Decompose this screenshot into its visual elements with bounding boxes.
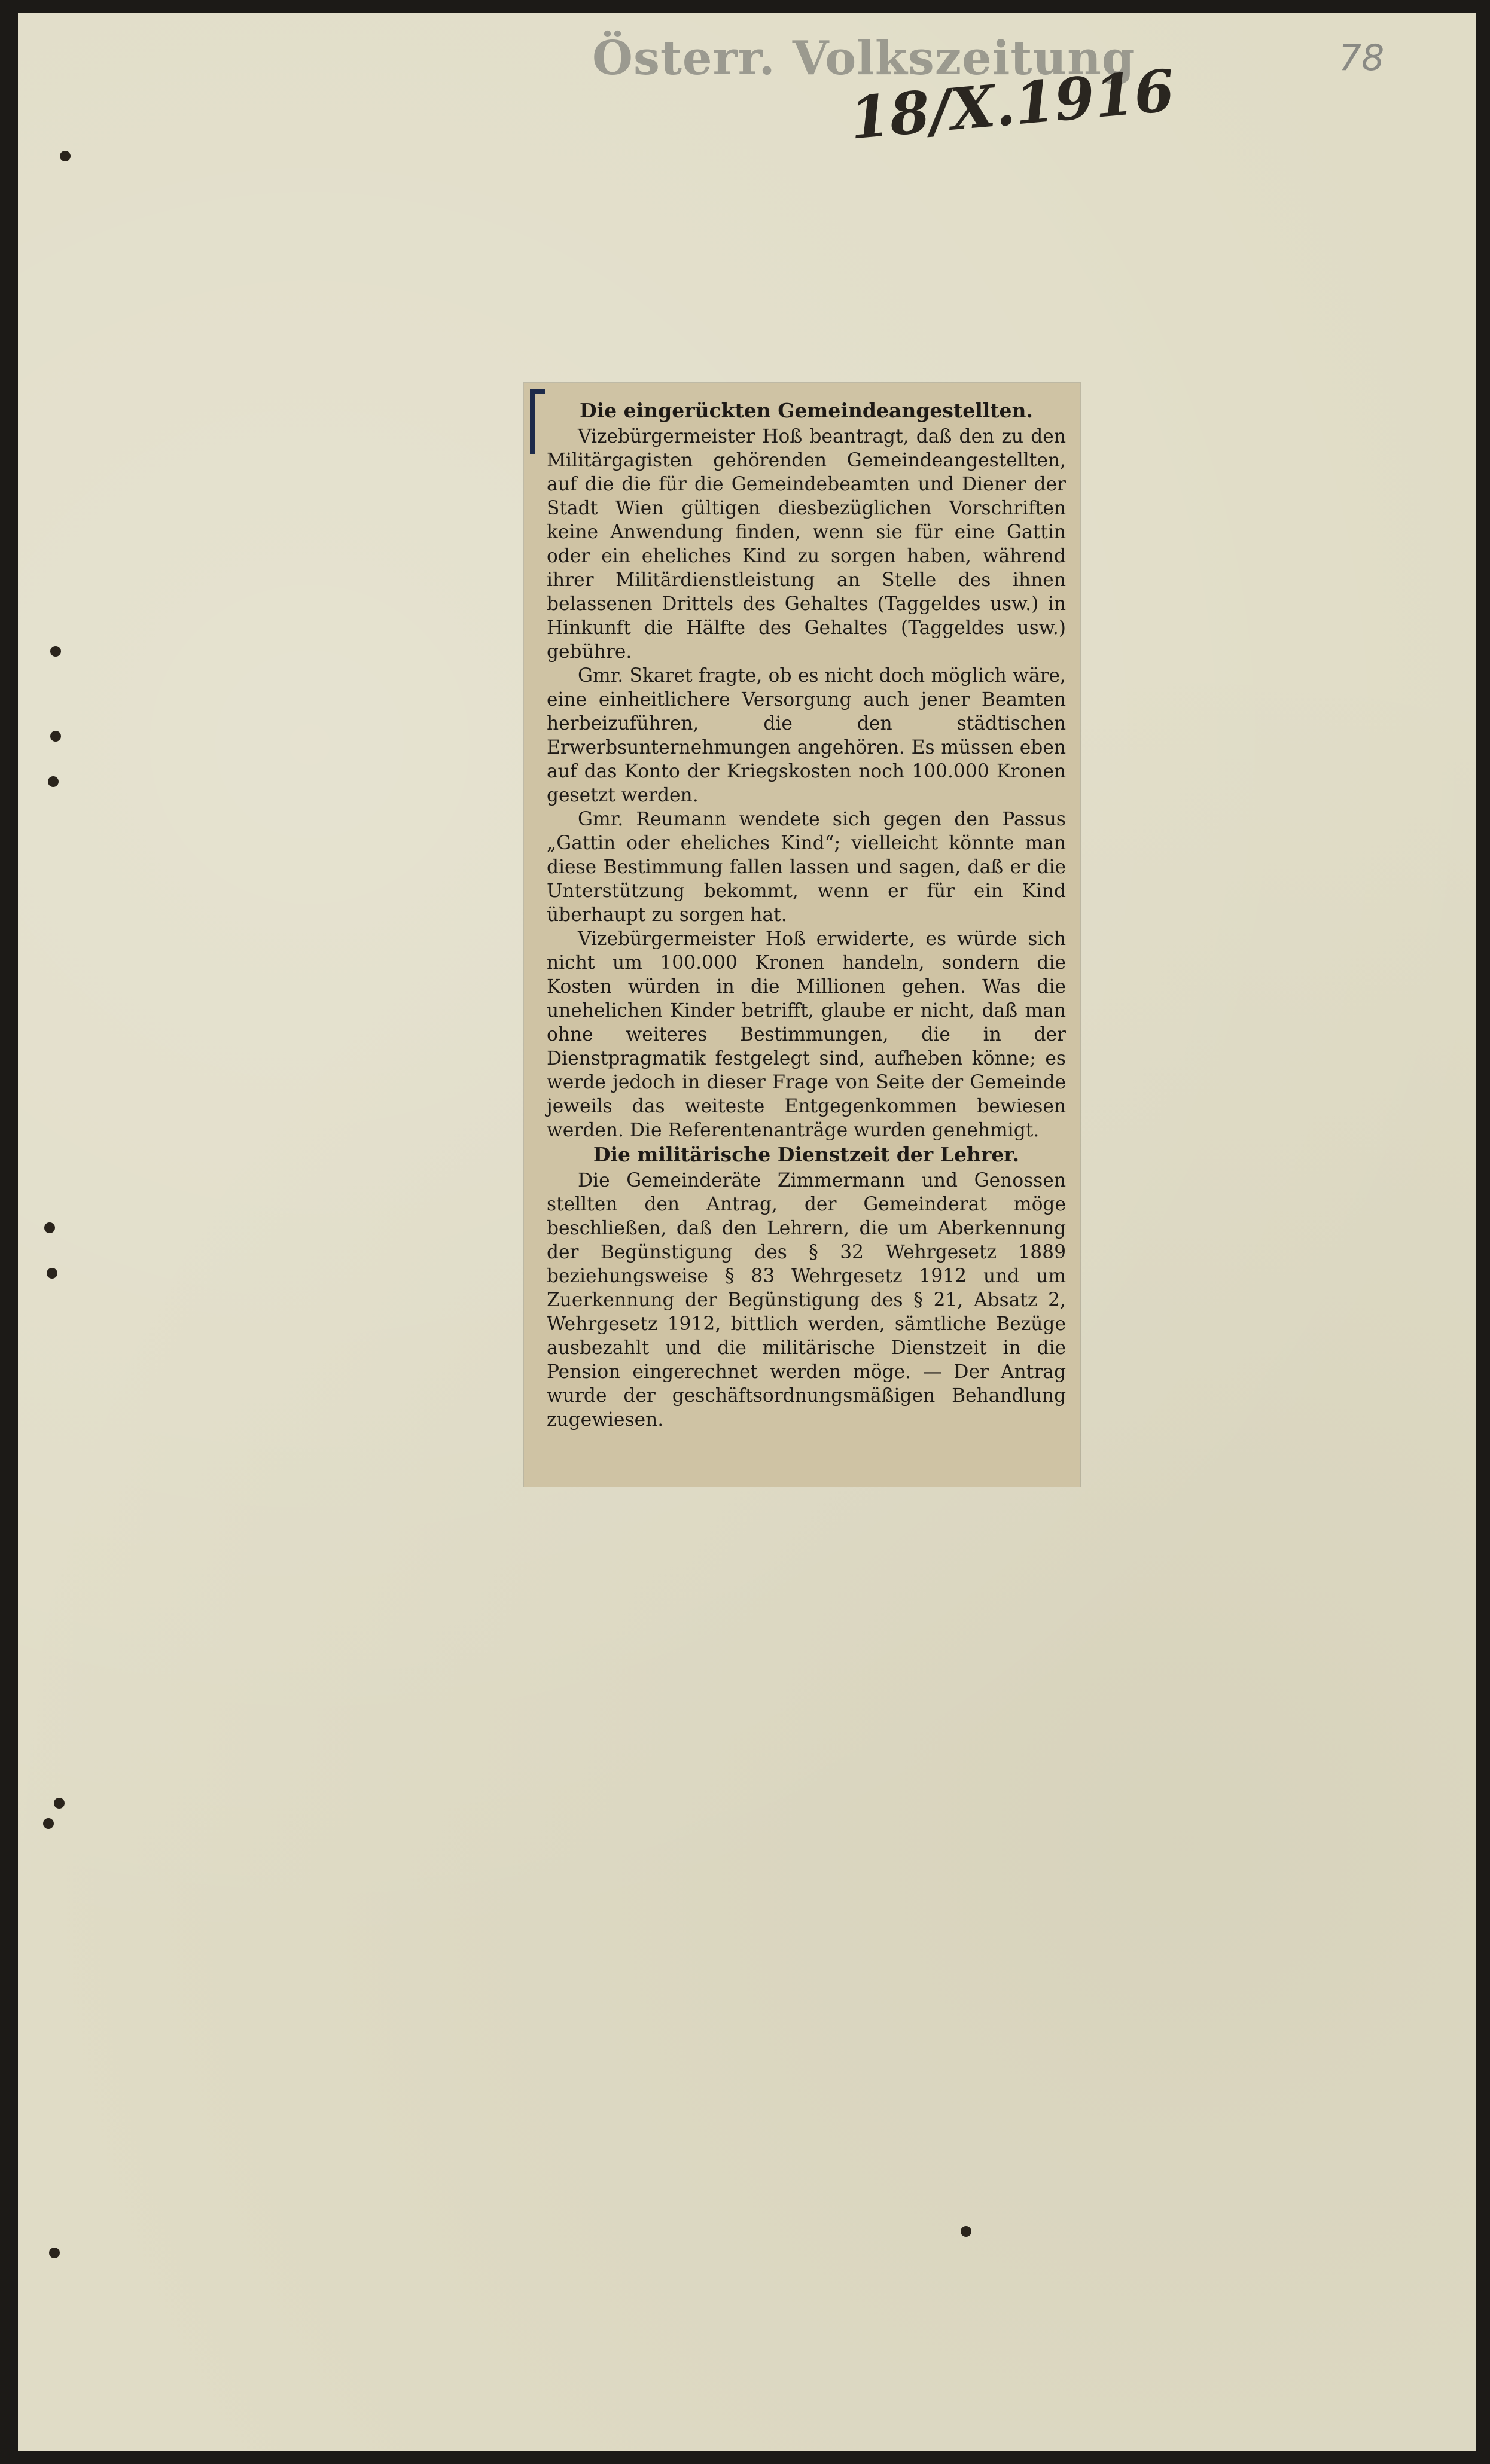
binding-hole [54, 1798, 65, 1809]
binding-hole [50, 646, 61, 657]
paragraph: Die Gemeinderäte Zimmermann und Genossen stellten den Antrag, der Gemeinderat möge beschließen, daß den Lehrern, die um Aberkennung der Begünstigung des § 32 Wehrgesetz 1889 beziehungsweise § 83 Wehrgesetz 1912 und um Zuerkennung der Begünstigung des § 21, Absatz 2, Wehrgesetz 1912, bittlich werden, sämtliche Bezüge ausbezahlt und die militärische Dienstzeit in die Pension eingerechnet werden möge. — Der Antrag wurde der geschäftsordnungsmäßigen Behandlung zugewiesen. [547, 1170, 1066, 1431]
section-heading: Die militärische Dienstzeit der Lehrer. [593, 1143, 1020, 1166]
binding-hole [961, 2226, 971, 2237]
paragraph: Gmr. Reumann wendete sich gegen den Passus „Gattin oder eheliches Kind“; vielleicht könnte man diese Bestimmung fallen lassen und sagen, daß er die Unterstützung bekommt, wenn er für ein Kind überhaupt zu sorgen hat. [547, 809, 1066, 926]
paragraph: Vizebürgermeister Hoß beantragt, daß den zu den Militärgagisten gehörenden Gemeindeangestellten, auf die die für die Gemeindebeamten und Diener der Stadt Wien gültigen diesbezüglichen Vorschriften keine Anwendung finden, wenn sie für eine Gattin oder ein eheliches Kind zu sorgen haben, während ihrer Militärdienstleistung an Stelle des ihnen belassenen Drittels des Gehaltes (Taggeldes usw.) in Hinkunft die Hälfte des Gehaltes (Taggeldes usw.) gebühre. [547, 426, 1066, 663]
binding-hole [44, 1222, 55, 1233]
article-body [547, 398, 1066, 1432]
binding-hole [43, 1818, 54, 1829]
page-number: 78 [1339, 37, 1385, 79]
newspaper-clipping [524, 383, 1080, 1487]
archive-sheet [18, 13, 1476, 2451]
binding-hole [50, 731, 61, 742]
paragraph: Vizebürgermeister Hoß erwiderte, es würde sich nicht um 100.000 Kronen handeln, sondern die Kosten würden in die Millionen gehen. Was die unehelichen Kinder betrifft, glaube er nicht, daß man ohne weiteres Bestimmungen, die in der Dienstpragmatik festgelegt sind, aufheben könne; es werde jedoch in dieser Frage von Seite der Gemeinde jeweils das weiteste Entgegenkommen bewiesen werden. Die Referentenanträge wurden genehmigt. [547, 928, 1066, 1141]
article-heading: Die eingerückten Gemeindeangestellten. [579, 399, 1034, 422]
paragraph: Gmr. Skaret fragte, ob es nicht doch möglich wäre, eine einheitlichere Versorgung auch jener Beamten herbeizuführen, die den städtischen Erwerbsunternehmungen angehören. Es müssen eben auf das Konto der Kriegskosten noch 100.000 Kronen gesetzt werden. [547, 665, 1066, 806]
binding-hole [47, 1268, 57, 1279]
binding-hole [60, 151, 71, 161]
bracket-mark [530, 389, 545, 454]
binding-hole [48, 776, 59, 787]
binding-hole [49, 2248, 60, 2258]
newspaper-stamp: Österr. Volkszeitung [592, 31, 1135, 86]
handwritten-date: 18/X.1916 [847, 56, 1177, 153]
